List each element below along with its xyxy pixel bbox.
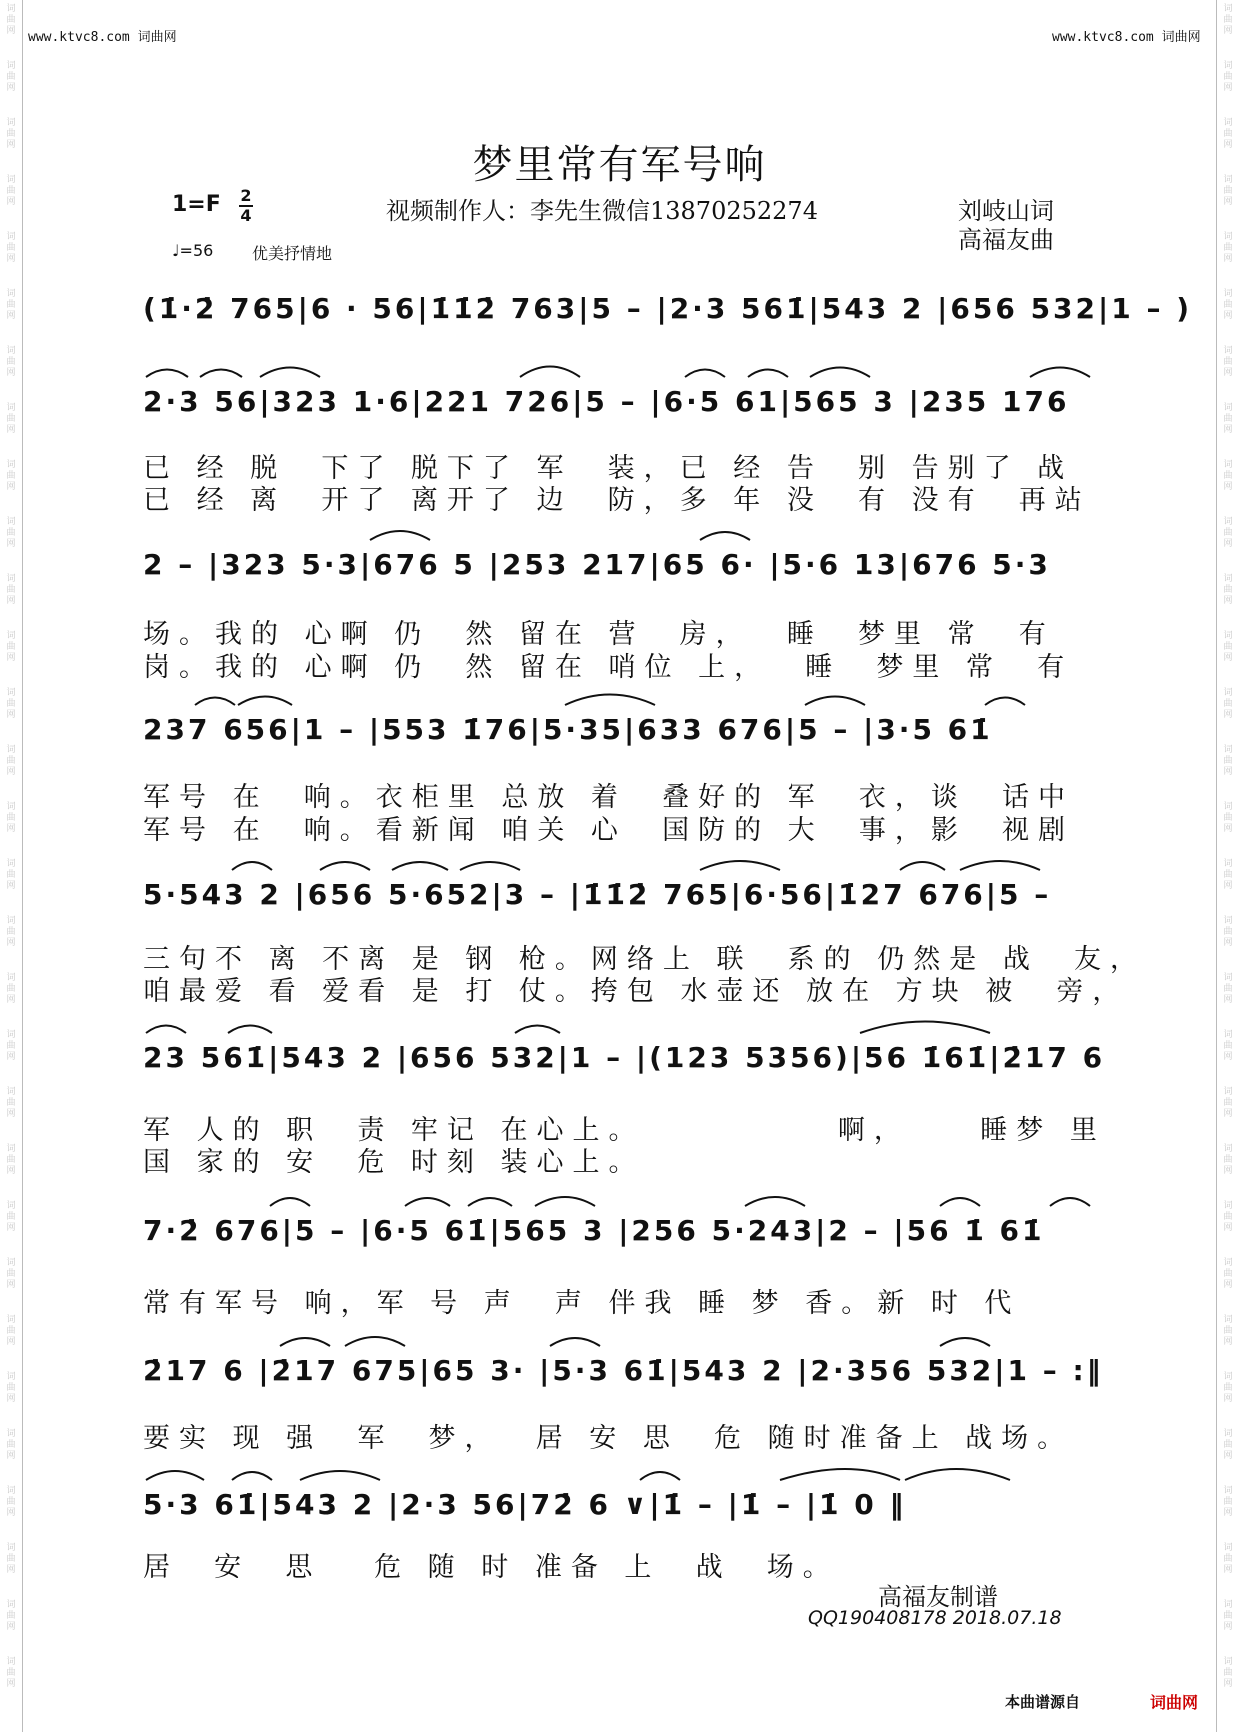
watermark-glyph: 词 <box>6 460 16 470</box>
watermark-glyph: 网 <box>6 140 16 150</box>
score-line-5-lyric-verse2: 咱最爱 看 爱看 是 打 仗。挎包 水壶还 放在 方块 被 旁， <box>143 976 1129 1007</box>
watermark-glyph: 词 <box>6 1543 16 1553</box>
watermark-glyph: 曲 <box>6 699 16 709</box>
watermark-glyph: 网 <box>6 596 16 606</box>
watermark-glyph: 网 <box>1223 1508 1233 1518</box>
watermark-glyph: 词 <box>6 1315 16 1325</box>
watermark-glyph: 词 <box>1223 403 1233 413</box>
watermark-glyph: 网 <box>6 1622 16 1632</box>
watermark-glyph: 网 <box>1223 254 1233 264</box>
watermark-glyph: 网 <box>6 1109 16 1119</box>
watermark-glyph: 曲 <box>1223 1155 1233 1165</box>
watermark-glyph: 词 <box>1223 688 1233 698</box>
watermark-glyph: 网 <box>1223 1052 1233 1062</box>
watermark-glyph: 词 <box>6 688 16 698</box>
watermark-glyph: 词 <box>6 61 16 71</box>
watermark-glyph: 词 <box>6 1258 16 1268</box>
watermark-glyph: 词 <box>1223 1657 1233 1667</box>
watermark-glyph: 曲 <box>6 129 16 139</box>
watermark-glyph: 词 <box>6 118 16 128</box>
watermark-glyph: 网 <box>1223 1451 1233 1461</box>
watermark-glyph: 词 <box>6 1144 16 1154</box>
score-line-2-music: 2·3 56|323 1·6|221 726|5 – |6·5 61|565 3 |235 176 <box>143 385 1070 418</box>
watermark-glyph: 网 <box>6 1565 16 1575</box>
watermark-glyph: 词 <box>1223 1087 1233 1097</box>
score-line-6-lyric-verse1: 军 人的 职 责 牢记 在心上。 啊， 睡梦 里 <box>143 1115 1106 1146</box>
watermark-glyph: 曲 <box>6 1212 16 1222</box>
watermark-glyph: 网 <box>6 539 16 549</box>
score-line-7-music: 7·2̇ 676|5 – |6·5 61̇|565 3 |256 5·243|2 – |56 1̇ 61̇ <box>143 1214 1045 1247</box>
watermark-glyph: 网 <box>1223 311 1233 321</box>
watermark-glyph: 网 <box>6 26 16 36</box>
watermark-glyph: 网 <box>6 254 16 264</box>
watermark-glyph: 曲 <box>1223 471 1233 481</box>
watermark-glyph: 网 <box>1223 938 1233 948</box>
watermark-glyph: 网 <box>1223 824 1233 834</box>
watermark-glyph: 词 <box>6 232 16 242</box>
watermark-glyph: 曲 <box>6 471 16 481</box>
watermark-glyph: 词 <box>1223 1201 1233 1211</box>
watermark-glyph: 词 <box>6 916 16 926</box>
watermark-glyph: 网 <box>1223 1394 1233 1404</box>
watermark-glyph: 曲 <box>6 1041 16 1051</box>
watermark-glyph: 网 <box>6 881 16 891</box>
watermark-glyph: 词 <box>6 802 16 812</box>
watermark-glyph: 网 <box>1223 1565 1233 1575</box>
score-line-9-music: 5·3 61̇|543 2 |2·3 56|72̇ 6 ∨|1̇ – |1̇ – |1̇ 0 ‖ <box>143 1488 907 1521</box>
watermark-glyph: 曲 <box>1223 1383 1233 1393</box>
score-line-4-music: 237 656|1 – |553 1̇76|5·35|633 676|5 – |3·5 61̇ <box>143 713 993 746</box>
watermark-glyph: 词 <box>1223 61 1233 71</box>
watermark-glyph: 词 <box>1223 1600 1233 1610</box>
watermark-glyph: 网 <box>6 1451 16 1461</box>
watermark-glyph: 曲 <box>6 1497 16 1507</box>
watermark-glyph: 网 <box>1223 1280 1233 1290</box>
watermark-glyph: 词 <box>1223 1030 1233 1040</box>
watermark-glyph: 曲 <box>1223 129 1233 139</box>
source-label: 本曲谱源自 <box>1005 1693 1081 1711</box>
watermark-glyph: 曲 <box>6 870 16 880</box>
watermark-glyph: 词 <box>6 1372 16 1382</box>
watermark-glyph: 网 <box>6 1337 16 1347</box>
watermark-glyph: 曲 <box>6 414 16 424</box>
score-line-8-lyric-verse1: 要实 现 强 军 梦， 居 安 思 危 随时准备上 战场。 <box>143 1423 1074 1454</box>
score-line-5-music: 5·543 2 |656 5·652|3 – |1̇1̇2̇ 765|6·56|1̇27 676|5 – <box>143 878 1052 911</box>
watermark-glyph: 曲 <box>1223 642 1233 652</box>
watermark-glyph: 网 <box>1223 1166 1233 1176</box>
watermark-glyph: 词 <box>6 175 16 185</box>
watermark-glyph: 词 <box>1223 118 1233 128</box>
watermark-glyph: 曲 <box>1223 1326 1233 1336</box>
watermark-glyph: 词 <box>6 517 16 527</box>
watermark-glyph: 网 <box>1223 1337 1233 1347</box>
watermark-glyph: 曲 <box>6 585 16 595</box>
lyricist: 刘岐山词 <box>958 197 1054 225</box>
watermark-glyph: 词 <box>6 574 16 584</box>
watermark-glyph: 词 <box>6 346 16 356</box>
watermark-glyph: 网 <box>1223 596 1233 606</box>
watermark-glyph: 词 <box>6 403 16 413</box>
watermark-glyph: 词 <box>6 631 16 641</box>
watermark-glyph: 曲 <box>1223 984 1233 994</box>
watermark-glyph: 词 <box>1223 916 1233 926</box>
watermark-glyph: 词 <box>1223 232 1233 242</box>
watermark-glyph: 曲 <box>1223 528 1233 538</box>
watermark-glyph: 曲 <box>6 1155 16 1165</box>
watermark-glyph: 词 <box>1223 1486 1233 1496</box>
watermark-glyph: 曲 <box>1223 1098 1233 1108</box>
watermark-glyph: 词 <box>1223 1429 1233 1439</box>
song-title: 梦里常有军号响 <box>472 142 767 188</box>
time-signature-bottom: 4 <box>240 206 252 225</box>
watermark-glyph: 网 <box>1223 767 1233 777</box>
watermark-glyph: 词 <box>1223 517 1233 527</box>
watermark-glyph: 网 <box>6 368 16 378</box>
score-line-3-music: 2 – |323 5·3|676 5 |253 217|65 6· |5·6 13|676 5·3 <box>143 548 1051 581</box>
watermark-glyph: 网 <box>1223 1679 1233 1689</box>
watermark-glyph: 词 <box>1223 1372 1233 1382</box>
watermark-glyph: 曲 <box>1223 1440 1233 1450</box>
watermark-glyph: 词 <box>1223 346 1233 356</box>
score-line-4-lyric-verse1: 军号 在 响。衣柜里 总放 着 叠好的 军 衣，谈 话中 <box>143 782 1074 813</box>
watermark-glyph: 词 <box>1223 289 1233 299</box>
watermark-glyph: 曲 <box>1223 813 1233 823</box>
watermark-glyph: 曲 <box>1223 357 1233 367</box>
watermark-glyph: 词 <box>6 1201 16 1211</box>
watermark-glyph: 网 <box>1223 995 1233 1005</box>
watermark-glyph: 曲 <box>1223 72 1233 82</box>
watermark-glyph: 网 <box>6 1166 16 1176</box>
watermark-glyph: 曲 <box>1223 1611 1233 1621</box>
watermark-glyph: 网 <box>1223 83 1233 93</box>
watermark-glyph: 网 <box>6 1394 16 1404</box>
score-line-7-lyric-verse1: 常有军号 响，军 号 声 声 伴我 睡 梦 香。新 时 代 <box>143 1288 1021 1319</box>
watermark-glyph: 词 <box>1223 745 1233 755</box>
watermark-glyph: 词 <box>1223 859 1233 869</box>
watermark-glyph: 网 <box>1223 710 1233 720</box>
contact-and-date: QQ190408178 2018.07.18 <box>808 1607 1062 1629</box>
watermark-glyph: 词 <box>6 1087 16 1097</box>
watermark-glyph: 词 <box>1223 460 1233 470</box>
watermark-glyph: 词 <box>1223 1144 1233 1154</box>
time-signature-top: 2 <box>240 186 252 205</box>
watermark-glyph: 曲 <box>6 1611 16 1621</box>
watermark-glyph: 网 <box>6 482 16 492</box>
watermark-glyph: 网 <box>1223 1622 1233 1632</box>
watermark-glyph: 网 <box>1223 425 1233 435</box>
watermark-glyph: 网 <box>1223 653 1233 663</box>
expression-marking: 优美抒情地 <box>252 244 333 263</box>
watermark-glyph: 曲 <box>6 1440 16 1450</box>
watermark-glyph: 词 <box>1223 1258 1233 1268</box>
watermark-glyph: 网 <box>6 1280 16 1290</box>
watermark-glyph: 网 <box>6 824 16 834</box>
watermark-glyph: 网 <box>1223 482 1233 492</box>
watermark-glyph: 词 <box>1223 574 1233 584</box>
watermark-glyph: 词 <box>6 1486 16 1496</box>
watermark-glyph: 词 <box>1223 175 1233 185</box>
watermark-glyph: 曲 <box>1223 1668 1233 1678</box>
watermark-glyph: 曲 <box>1223 1269 1233 1279</box>
watermark-glyph: 曲 <box>6 243 16 253</box>
watermark-glyph: 网 <box>6 653 16 663</box>
watermark-glyph: 网 <box>1223 26 1233 36</box>
watermark-glyph: 网 <box>6 83 16 93</box>
watermark-glyph: 网 <box>6 1052 16 1062</box>
watermark-glyph: 词 <box>6 973 16 983</box>
watermark-glyph: 词 <box>1223 4 1233 14</box>
watermark-glyph: 曲 <box>1223 699 1233 709</box>
watermark-glyph: 曲 <box>6 1554 16 1564</box>
tempo-marking: ♩=56 <box>172 241 214 260</box>
watermark-glyph: 曲 <box>1223 927 1233 937</box>
watermark-glyph: 网 <box>6 425 16 435</box>
watermark-glyph: 曲 <box>6 756 16 766</box>
watermark-glyph: 网 <box>1223 539 1233 549</box>
watermark-glyph: 词 <box>6 1030 16 1040</box>
score-line-8-music: 2̇17 6 |2̇17 675|65 3· |5·3 61̇|543 2 |2·356 532|1 – :‖ <box>143 1354 1104 1387</box>
watermark-glyph: 网 <box>1223 140 1233 150</box>
watermark-glyph: 曲 <box>1223 1212 1233 1222</box>
watermark-glyph: 曲 <box>1223 15 1233 25</box>
key-signature: 1=F <box>172 192 221 217</box>
watermark-glyph: 曲 <box>6 1326 16 1336</box>
watermark-glyph: 曲 <box>6 1668 16 1678</box>
watermark-glyph: 曲 <box>6 1098 16 1108</box>
score-line-4-lyric-verse2: 军号 在 响。看新闻 咱关 心 国防的 大 事，影 视剧 <box>143 815 1074 846</box>
composer: 高福友曲 <box>958 226 1054 254</box>
watermark-glyph: 曲 <box>6 642 16 652</box>
watermark-glyph: 网 <box>6 1508 16 1518</box>
watermark-glyph: 网 <box>6 710 16 720</box>
site-mark-left: www.ktvc8.com 词曲网 <box>28 30 177 45</box>
score-line-2-lyric-verse2: 已 经 离 开了 离开了 边 防，多 年 没 有 没有 再站 <box>143 485 1091 516</box>
watermark-glyph: 曲 <box>1223 243 1233 253</box>
watermark-glyph: 词 <box>6 1600 16 1610</box>
score-line-2-lyric-verse1: 已 经 脱 下了 脱下了 军 装，已 经 告 别 告别了 战 <box>143 453 1074 484</box>
watermark-glyph: 曲 <box>6 186 16 196</box>
score-line-3-lyric-verse1: 场。我的 心啊 仍 然 留在 营 房， 睡 梦里 常 有 <box>143 619 1055 650</box>
watermark-glyph: 词 <box>1223 802 1233 812</box>
watermark-glyph: 网 <box>6 1679 16 1689</box>
watermark-glyph: 网 <box>1223 1109 1233 1119</box>
watermark-glyph: 曲 <box>1223 300 1233 310</box>
watermark-glyph: 曲 <box>1223 1041 1233 1051</box>
watermark-glyph: 曲 <box>6 1269 16 1279</box>
watermark-glyph: 网 <box>1223 1223 1233 1233</box>
watermark-glyph: 词 <box>1223 631 1233 641</box>
watermark-glyph: 曲 <box>1223 585 1233 595</box>
watermark-glyph: 曲 <box>6 813 16 823</box>
score-line-3-lyric-verse2: 岗。我的 心啊 仍 然 留在 哨位 上， 睡 梦里 常 有 <box>143 652 1074 683</box>
watermark-glyph: 曲 <box>1223 1554 1233 1564</box>
watermark-glyph: 网 <box>6 938 16 948</box>
watermark-glyph: 词 <box>6 4 16 14</box>
watermark-glyph: 词 <box>6 859 16 869</box>
score-line-9-lyric-verse1: 居 安 思 危 随 时 准备 上 战 场。 <box>143 1552 839 1583</box>
watermark-glyph: 词 <box>6 1657 16 1667</box>
watermark-glyph: 曲 <box>1223 1497 1233 1507</box>
watermark-glyph: 曲 <box>1223 186 1233 196</box>
watermark-glyph: 网 <box>6 197 16 207</box>
watermark-glyph: 词 <box>6 1429 16 1439</box>
watermark-glyph: 词 <box>1223 973 1233 983</box>
watermark-glyph: 曲 <box>1223 870 1233 880</box>
watermark-glyph: 网 <box>6 995 16 1005</box>
watermark-glyph: 曲 <box>6 15 16 25</box>
score-line-5-lyric-verse1: 三句不 离 不离 是 钢 枪。网络上 联 系的 仍然是 战 友， <box>143 944 1146 975</box>
site-mark-right: www.ktvc8.com 词曲网 <box>1052 30 1201 45</box>
watermark-glyph: 曲 <box>6 1383 16 1393</box>
watermark-glyph: 曲 <box>6 300 16 310</box>
score-line-6-music: 23 561̇|543 2 |656 532|1 – |(123 5356)|56 1̇61̇|2̇17 6 <box>143 1041 1106 1074</box>
watermark-glyph: 网 <box>1223 368 1233 378</box>
watermark-glyph: 词 <box>6 289 16 299</box>
watermark-glyph: 网 <box>1223 197 1233 207</box>
watermark-glyph: 网 <box>6 767 16 777</box>
watermark-glyph: 曲 <box>6 528 16 538</box>
score-line-6-lyric-verse2: 国 家的 安 危 时刻 装心上。 <box>143 1147 645 1178</box>
watermark-glyph: 曲 <box>6 72 16 82</box>
watermark-glyph: 曲 <box>6 984 16 994</box>
watermark-glyph: 词 <box>6 745 16 755</box>
watermark-glyph: 词 <box>1223 1543 1233 1553</box>
watermark-glyph: 曲 <box>1223 756 1233 766</box>
arranger-credit: 高福友制谱 <box>878 1583 998 1611</box>
watermark-glyph: 网 <box>6 1223 16 1233</box>
source-brand[interactable]: 词曲网 <box>1150 1693 1199 1712</box>
watermark-glyph: 曲 <box>6 357 16 367</box>
watermark-glyph: 曲 <box>1223 414 1233 424</box>
watermark-glyph: 网 <box>6 311 16 321</box>
watermark-glyph: 网 <box>1223 881 1233 891</box>
watermark-glyph: 曲 <box>6 927 16 937</box>
watermark-glyph: 词 <box>1223 1315 1233 1325</box>
score-line-1-music: (1̇·2̇ 765|6 · 56|1̇1̇2̇ 763|5 – |2·3 561̇|543 2 |656 532|1 – ) <box>143 292 1193 325</box>
video-producer: 视频制作人：李先生微信13870252274 <box>386 197 818 225</box>
